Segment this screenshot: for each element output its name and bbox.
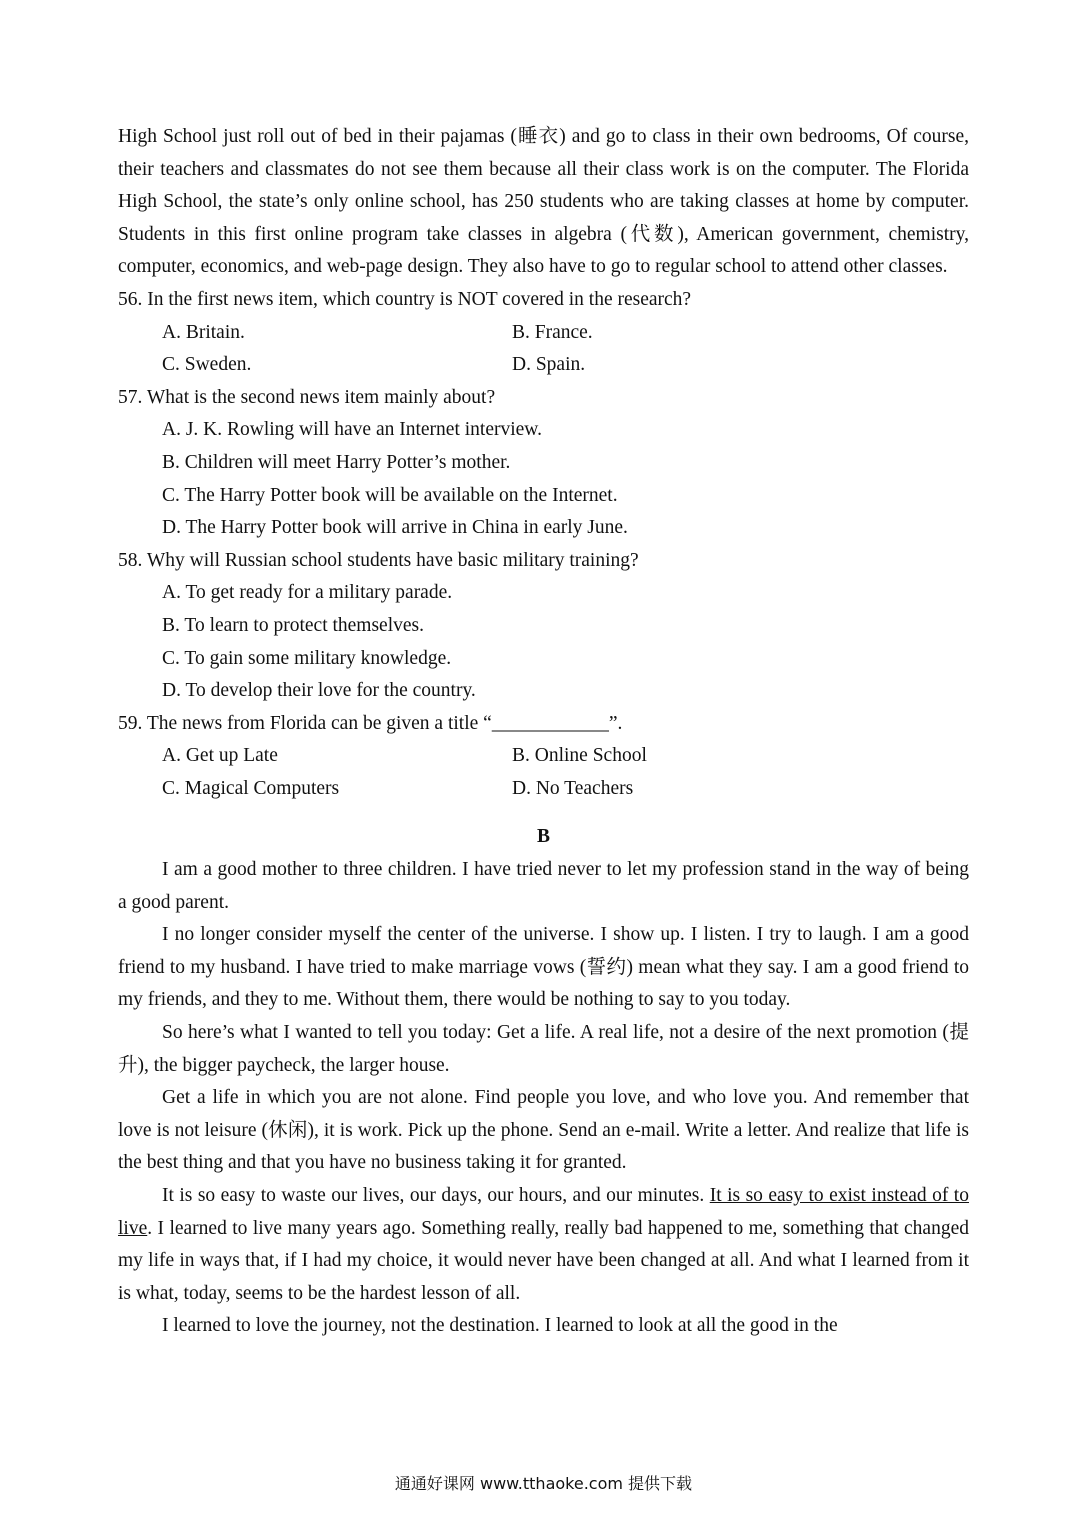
section-b-paragraph-4: Get a life in which you are not alone. Find people you love, and who love you. And remember that love is not leisure (休闲), it is work. Pick up the phone. Send an e-mail. Write a letter. And realize that life is the best thing and that you have no business taking it for granted. <box>118 1087 969 1174</box>
option-d: D. Spain. <box>512 354 586 376</box>
option-c: C. Sweden. <box>162 354 252 376</box>
option-c: C. To gain some military knowledge. <box>162 647 452 669</box>
option-d: D. The Harry Potter book will arrive in China in early June. <box>162 517 628 539</box>
question-stem: 58. Why will Russian school students have basic military training? <box>118 549 639 571</box>
underlined-sentence: It is so easy to exist instead of to live <box>118 1185 969 1239</box>
question-57 <box>118 382 969 545</box>
section-b-paragraph-2: I no longer consider myself the center of the universe. I show up. I listen. I try to laugh. I am a good friend to my husband. I have tried to make marriage vows (誓约) mean what they say. I am a good friend to my friends, and they to me. Without them, there would be nothing to say to you today. <box>118 924 969 1011</box>
option-c: C. Magical Computers <box>162 777 340 799</box>
paragraph-text: . I learned to live many years ago. Something really, really bad happened to me, something that changed my life in ways that, if I had my choice, it would never have been changed at all. And what I learned from it is what, today, seems to be the hardest lesson of all. <box>118 1217 969 1304</box>
question-stem: 59. The news from Florida can be given a title “____________”. <box>118 712 623 734</box>
option-b: B. Online School <box>512 745 647 767</box>
question-59 <box>118 708 969 806</box>
question-stem: 56. In the first news item, which country is NOT covered in the research? <box>118 288 692 310</box>
option-a: A. To get ready for a military parade. <box>162 582 453 604</box>
option-a: A. Britain. <box>162 321 245 343</box>
option-c: C. The Harry Potter book will be available on the Internet. <box>162 484 618 506</box>
section-b-paragraph-5 <box>118 1180 969 1310</box>
section-b-paragraph-6: I learned to love the journey, not the destination. I learned to look at all the good in the <box>162 1315 838 1337</box>
option-b: B. Children will meet Harry Potter’s mother. <box>162 451 511 473</box>
option-b: B. France. <box>512 321 593 343</box>
option-row <box>162 317 969 350</box>
section-b-paragraph-1: I am a good mother to three children. I have tried never to let my profession stand in the way of being a good parent. <box>118 859 969 913</box>
option-d: D. No Teachers <box>512 777 634 799</box>
question-58 <box>118 545 969 708</box>
option-row <box>162 349 969 382</box>
passage-a-paragraph: High School just roll out of bed in their pajamas (睡衣) and go to class in their own bedrooms, Of course, their teachers and classmates do not see them because all their class work is on the computer. The Florida High School, the state’s only online school, has 250 students who are taking classes at home by computer. Students in this first online program take classes in algebra (代数), American government, chemistry, computer, economics, and web-page design. They also have to go to regular school to attend other classes. <box>118 126 969 278</box>
option-d: D. To develop their love for the country. <box>162 680 476 702</box>
question-56 <box>118 284 969 382</box>
option-row <box>162 773 969 806</box>
section-b-title: B <box>536 826 550 848</box>
page-footer: 通通好课网 www.tthaoke.com 提供下载 <box>394 1474 693 1493</box>
option-a: A. Get up Late <box>162 745 278 767</box>
document-page <box>118 121 969 1343</box>
option-row <box>162 740 969 773</box>
option-b: B. To learn to protect themselves. <box>162 614 425 636</box>
question-stem: 57. What is the second news item mainly about? <box>118 386 496 408</box>
paragraph-text: It is so easy to waste our lives, our days, our hours, and our minutes. <box>162 1185 710 1206</box>
option-a: A. J. K. Rowling will have an Internet interview. <box>162 419 542 441</box>
section-b-paragraph-3: So here’s what I wanted to tell you today: Get a life. A real life, not a desire of the next promotion (提升), the bigger paycheck, the larger house. <box>118 1022 969 1076</box>
